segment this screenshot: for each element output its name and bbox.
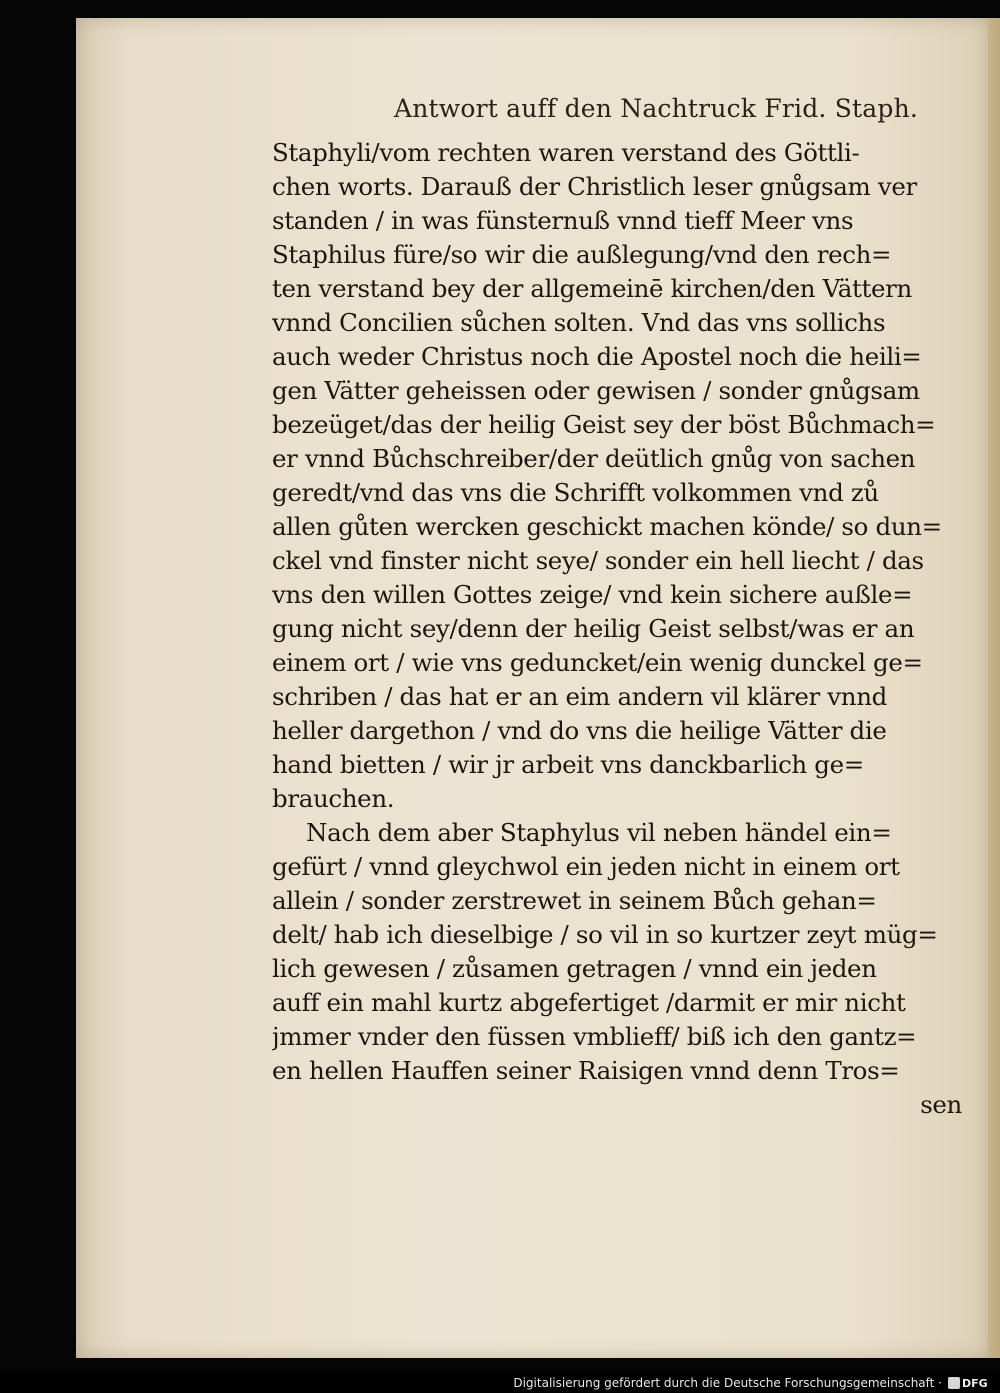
text-line: vns den willen Gottes zeige/ vnd kein sichere außle= [272, 580, 913, 609]
text-line: jmmer vnder den füssen vmblieff/ biß ich den gantz= [272, 1022, 917, 1051]
text-line: hand bietten / wir jr arbeit vns danckbarlich ge= [272, 750, 864, 779]
text-line: allen gůten wercken geschickt machen könde/ so dun= [272, 512, 942, 541]
running-head: Antwort auff den Nachtruck Frid. Staph. [393, 94, 919, 123]
text-line: geredt/vnd das vns die Schrifft volkommen vnd zů [272, 478, 879, 507]
page-edge [988, 18, 1000, 1358]
dfg-logo [948, 1376, 992, 1390]
text-line: gefürt / vnnd gleychwol ein jeden nicht in einem ort [272, 852, 900, 881]
text-line: Staphilus füre/so wir die außlegung/vnd den rech= [272, 240, 892, 269]
text-line: brauchen. [272, 784, 395, 813]
text-line: sen [920, 1090, 962, 1119]
text-line: en hellen Hauffen seiner Raisigen vnnd denn Tros= [272, 1056, 900, 1085]
text-line: vnnd Concilien sůchen solten. Vnd das vns sollichs [272, 308, 886, 337]
text-line: schriben / das hat er an eim andern vil klärer vnnd [272, 682, 887, 711]
text-line: gen Vätter geheissen oder gewisen / sonder gnůgsam [272, 376, 920, 405]
text-line: lich gewesen / zůsamen getragen / vnnd ein jeden [272, 954, 877, 983]
text-line: Nach dem aber Staphylus vil neben händel ein= [306, 818, 892, 847]
book-page [76, 18, 988, 1358]
text-line: bezeüget/das der heilig Geist sey der böst Bůchmach= [272, 410, 936, 439]
funding-note: Digitalisierung gefördert durch die Deutsche Forschungsgemeinschaft · [513, 1376, 942, 1390]
text-line: chen worts. Darauß der Christlich leser gnůgsam ver [272, 172, 917, 201]
text-line: allein / sonder zerstrewet in seinem Bůch gehan= [272, 886, 877, 915]
text-line: ten verstand bey der allgemeinē kirchen/den Vättern [272, 274, 912, 303]
text-line: Staphyli/vom rechten waren verstand des Göttli- [272, 138, 860, 167]
text-line: heller dargethon / vnd do vns die heilige Vätter die [272, 716, 887, 745]
text-line: einem ort / wie vns geduncket/ein wenig dunckel ge= [272, 648, 923, 677]
text-line: gung nicht sey/denn der heilig Geist selbst/was er an [272, 614, 915, 643]
text-line: auch weder Christus noch die Apostel noch die heili= [272, 342, 922, 371]
body-text [272, 136, 962, 1122]
text-line: er vnnd Bůchschreiber/der deütlich gnůg von sachen [272, 444, 916, 473]
text-line: standen / in was fünsternuß vnnd tieff Meer vns [272, 206, 854, 235]
text-line: delt/ hab ich dieselbige / so vil in so kurtzer zeyt müg= [272, 920, 938, 949]
dfg-logo-icon [948, 1377, 960, 1389]
text-line: auff ein mahl kurtz abgefertiget /darmit er mir nicht [272, 988, 906, 1017]
text-line: ckel vnd finster nicht seye/ sonder ein hell liecht / das [272, 546, 924, 575]
dfg-logo-text: DFG [962, 1376, 988, 1390]
